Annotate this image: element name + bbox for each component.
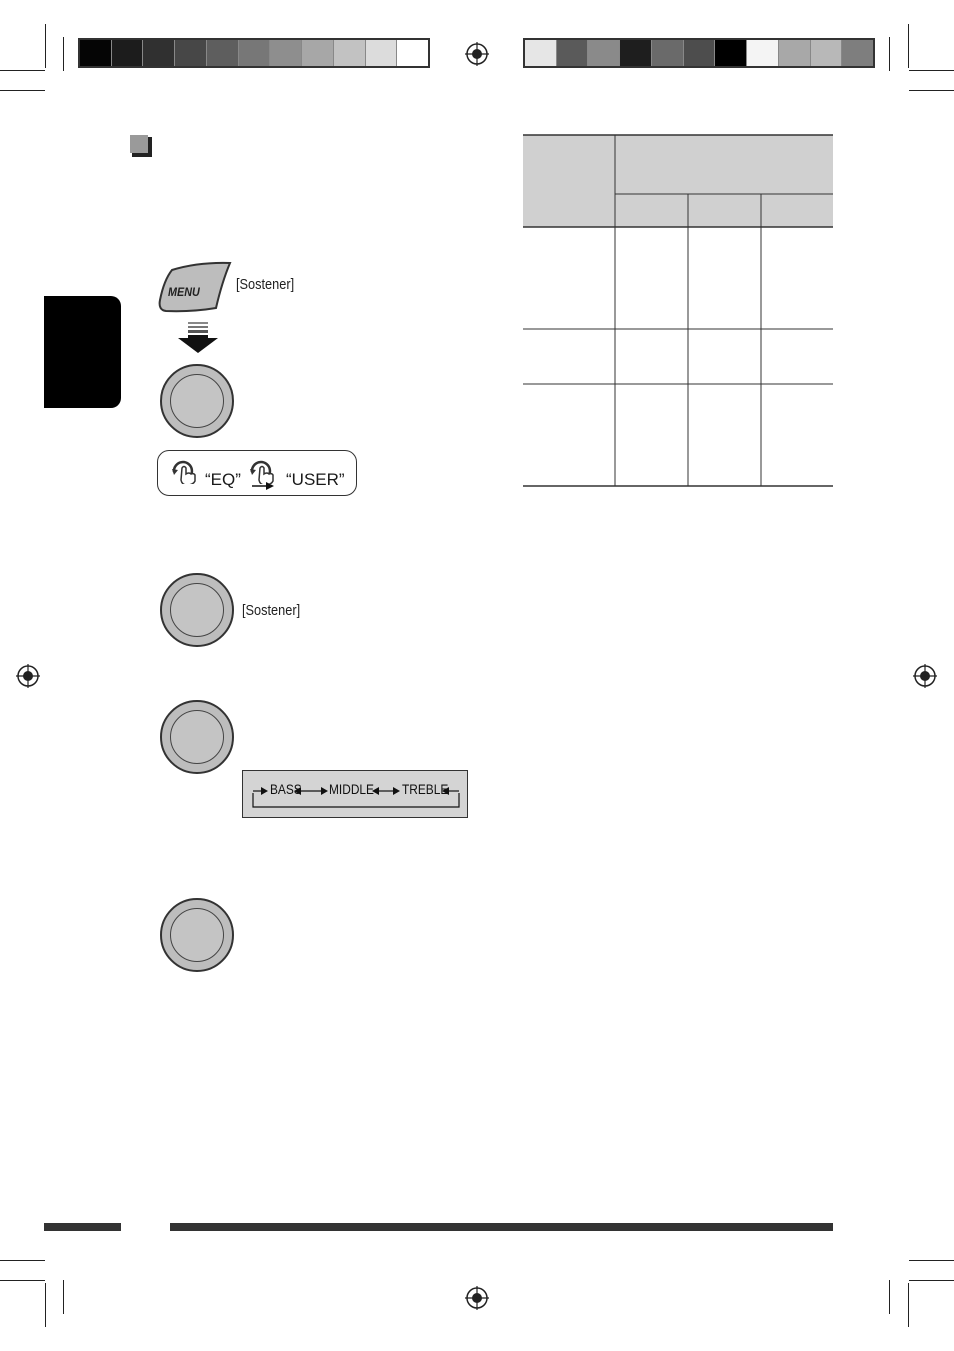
color-swatch [207, 40, 239, 66]
footer-bar-left [44, 1223, 121, 1231]
hold-label: [Sostener] [236, 276, 295, 293]
crop-mark [0, 1260, 45, 1261]
control-dial-center[interactable] [170, 908, 224, 962]
color-swatch [525, 40, 557, 66]
hold-label-second: [Sostener] [242, 602, 301, 619]
color-swatch [239, 40, 271, 66]
color-swatch [842, 40, 873, 66]
color-swatch [684, 40, 716, 66]
control-dial-center[interactable] [170, 374, 224, 428]
color-swatch [588, 40, 620, 66]
side-language-tab [44, 296, 121, 408]
color-swatch [143, 40, 175, 66]
color-swatch [270, 40, 302, 66]
rotate-hand-icon [170, 458, 202, 484]
color-swatch [557, 40, 589, 66]
color-swatch [397, 40, 428, 66]
color-swatch [620, 40, 652, 66]
control-dial[interactable] [160, 700, 234, 774]
crop-mark [909, 70, 954, 71]
registration-mark-icon [16, 664, 40, 688]
color-swatch [334, 40, 366, 66]
tone-cycle-box [242, 770, 468, 818]
color-swatch [715, 40, 747, 66]
color-swatch [80, 40, 112, 66]
color-swatch [747, 40, 779, 66]
color-swatch [652, 40, 684, 66]
control-dial[interactable] [160, 573, 234, 647]
color-swatch [779, 40, 811, 66]
color-swatch [366, 40, 398, 66]
crop-mark [45, 1283, 46, 1327]
crop-mark [909, 1280, 954, 1281]
color-swatch [175, 40, 207, 66]
tone-option: BASS [270, 781, 302, 797]
crop-mark [0, 1280, 45, 1281]
color-calibration-strip-left [78, 38, 430, 68]
menu-button-label: MENU [168, 285, 200, 299]
eq-sequence-box [157, 450, 357, 496]
registration-mark-icon [465, 42, 489, 66]
tone-option: MIDDLE [329, 781, 374, 797]
registration-mark-icon [465, 1286, 489, 1310]
tone-option: TREBLE [402, 781, 449, 797]
color-swatch [302, 40, 334, 66]
crop-mark [45, 24, 46, 68]
crop-mark [0, 90, 45, 91]
crop-mark [908, 1283, 909, 1327]
color-swatch [112, 40, 144, 66]
crop-mark [889, 37, 890, 71]
settings-table [523, 134, 834, 488]
crop-mark [63, 1280, 64, 1314]
crop-mark [908, 24, 909, 68]
control-dial[interactable] [160, 898, 234, 972]
color-calibration-strip-right [523, 38, 875, 68]
crop-mark [889, 1280, 890, 1314]
registration-mark-icon [913, 664, 937, 688]
crop-mark [63, 37, 64, 71]
control-dial[interactable] [160, 364, 234, 438]
down-arrow-icon [178, 322, 218, 354]
footer-bar-right [170, 1223, 833, 1231]
crop-mark [0, 70, 45, 71]
right-arrow-icon [252, 481, 274, 491]
control-dial-center[interactable] [170, 710, 224, 764]
color-swatch [811, 40, 843, 66]
crop-mark [909, 1260, 954, 1261]
user-label: “USER” [286, 470, 345, 489]
crop-mark [909, 90, 954, 91]
section-bullet-icon-face [130, 135, 148, 153]
control-dial-center[interactable] [170, 583, 224, 637]
eq-label: “EQ” [205, 470, 241, 489]
